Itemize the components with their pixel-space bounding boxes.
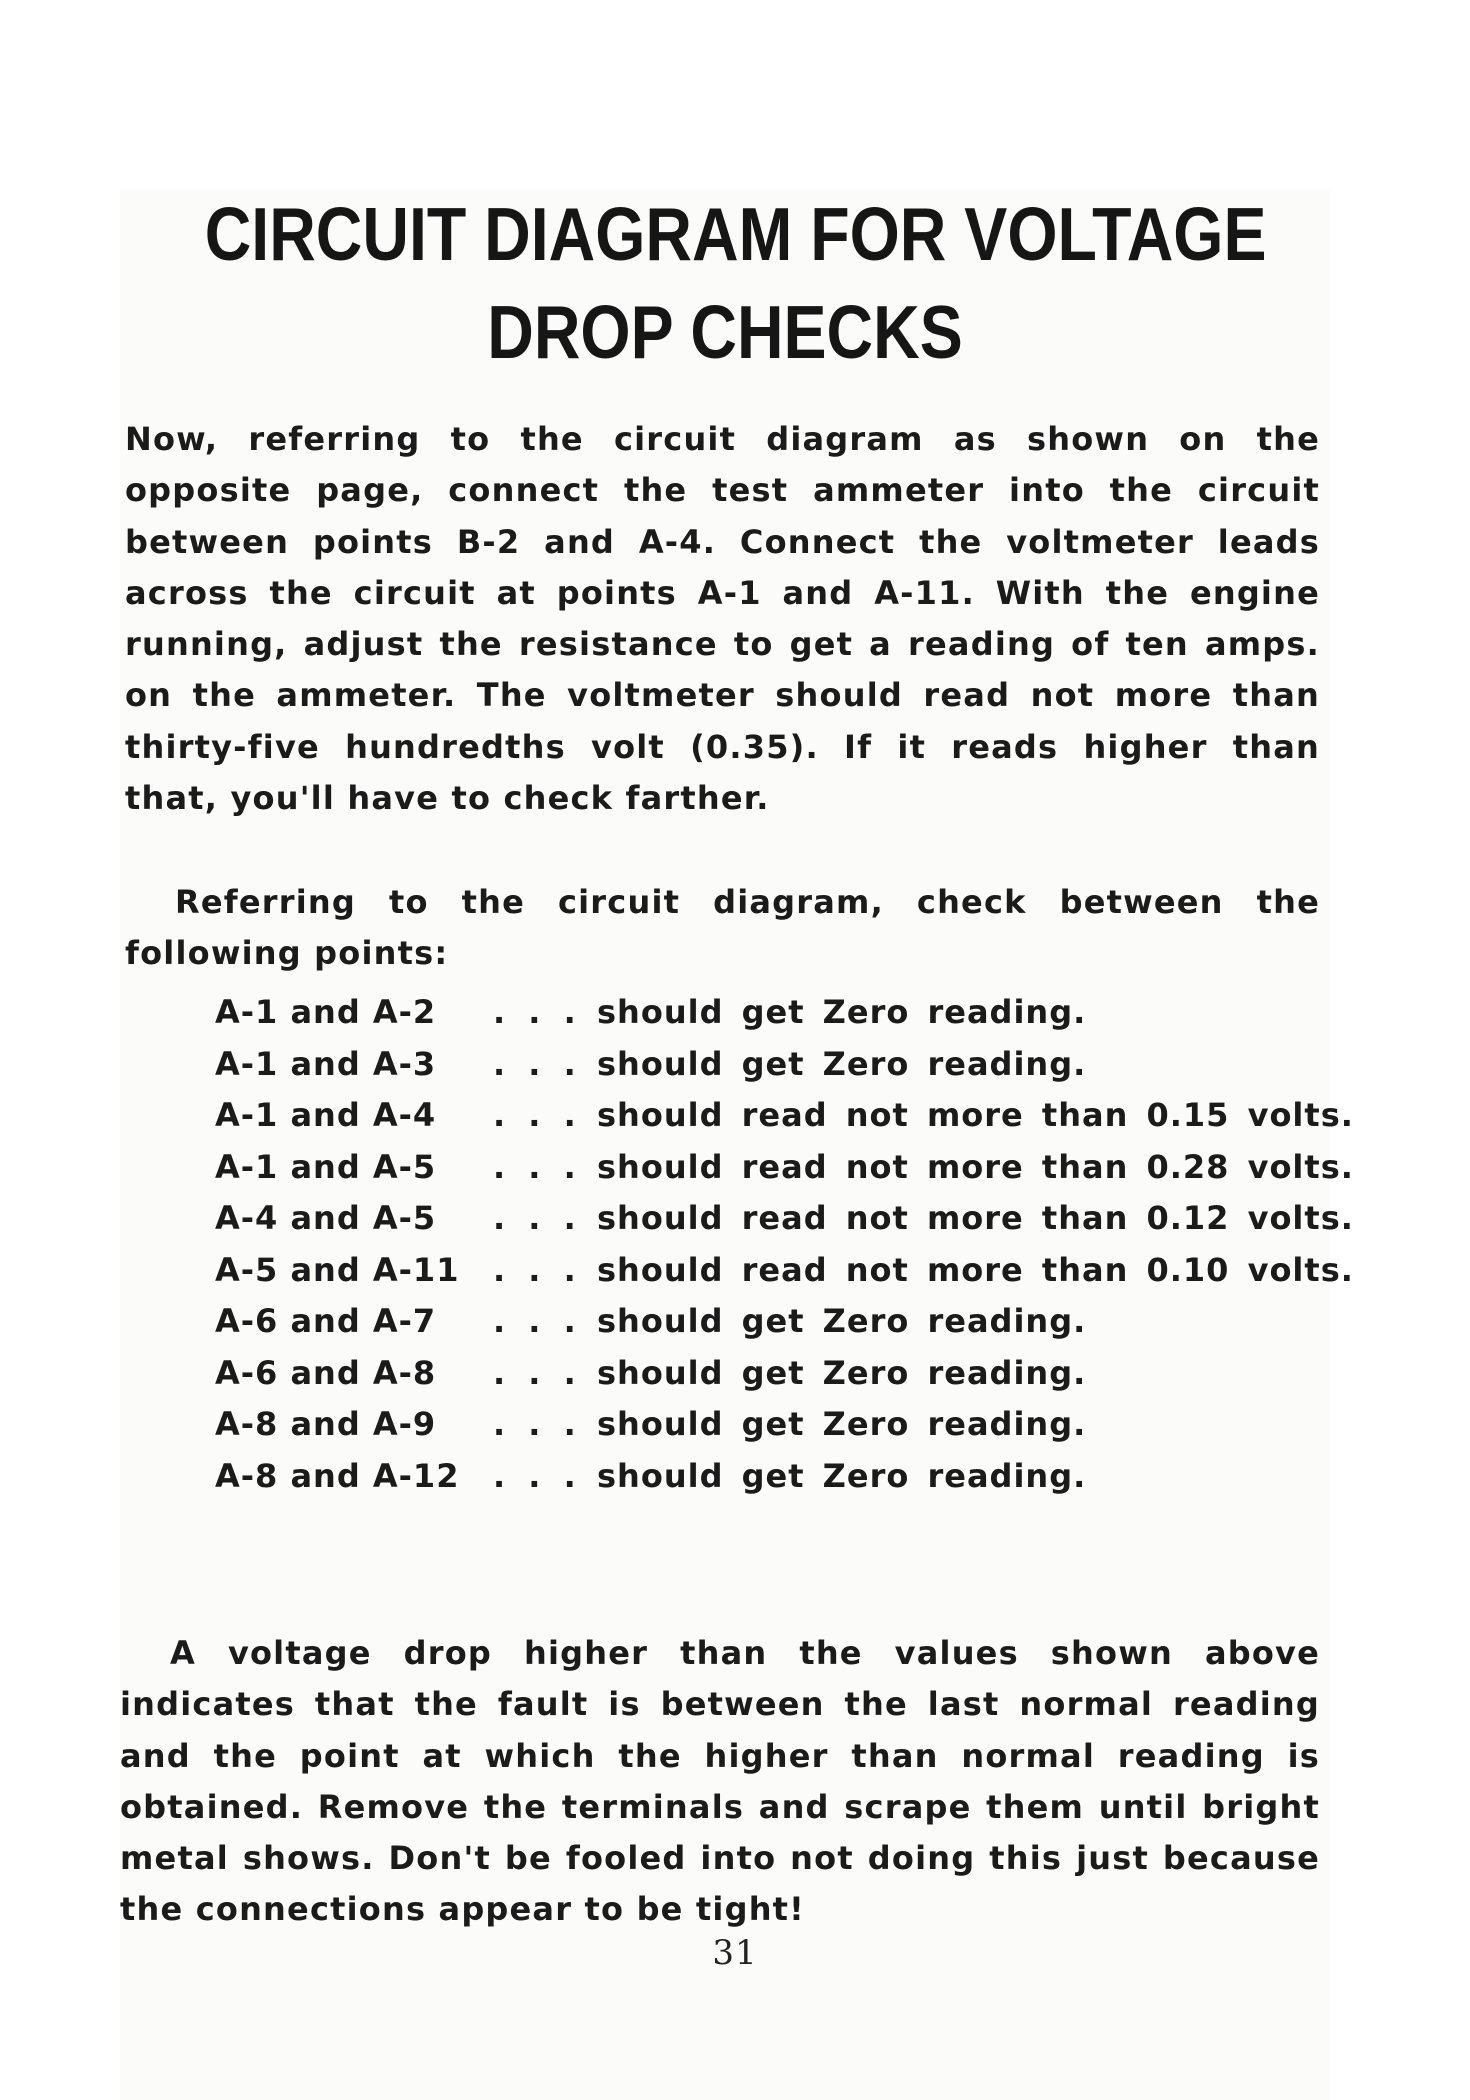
reading-result: should read not more than 0.10 volts. — [597, 1250, 1354, 1289]
reading-result: should read not more than 0.12 volts. — [597, 1199, 1354, 1237]
reading-result: should get Zero reading. — [597, 1405, 1087, 1443]
leader-dots: . . . — [493, 1353, 582, 1392]
reading-points: A-8 and A-12 — [215, 1456, 460, 1495]
reading-result: should read not more than 0.28 volts. — [597, 1147, 1354, 1186]
check-intro-paragraph: Referring to the circuit diagram, check between the following points: — [125, 883, 1320, 973]
reading-points: A-6 and A-7 — [215, 1302, 437, 1340]
leader-dots: . . . — [493, 1456, 582, 1495]
leader-dots: . . . — [493, 1405, 582, 1443]
closing-paragraph: A voltage drop higher than the values shown above indicates that the fault is between the last normal reading and the point at which the higher than normal reading is obtained. Remove the terminals and scrape them until bright metal shows. Don't be fooled into not doing this just because the connections appear to be tight! — [120, 1634, 1320, 1929]
intro-paragraph: Now, referring to the circuit diagram as shown on the opposite page, connect the test ammeter into the circuit between points B-2 and A-4. Connect the voltmeter leads across the circuit at points A-1 and A-11. With the engine running, adjust the resistance to get a reading of ten amps. on the ammeter. The voltmeter should read not more than thirty-five hundredths volt (0.35). If it reads higher than that, you'll have to check farther. — [125, 420, 1320, 818]
leader-dots: . . . — [493, 1096, 582, 1134]
reading-points: A-1 and A-2 — [215, 993, 437, 1031]
title-line-2: DROP CHECKS — [487, 290, 963, 374]
reading-result: should get Zero reading. — [597, 1044, 1087, 1083]
page-number: 31 — [712, 1933, 758, 1973]
reading-points: A-4 and A-5 — [215, 1199, 437, 1237]
reading-result: should get Zero reading. — [597, 1456, 1087, 1495]
page-title — [204, 185, 1267, 381]
title-line-1: CIRCUIT DIAGRAM FOR VOLTAGE — [204, 192, 1267, 276]
leader-dots: . . . — [493, 1250, 582, 1289]
reading-points: A-5 and A-11 — [215, 1250, 460, 1289]
reading-result: should get Zero reading. — [597, 993, 1087, 1031]
reading-result: should read not more than 0.15 volts. — [597, 1096, 1354, 1134]
leader-dots: . . . — [493, 1302, 582, 1340]
reading-points: A-8 and A-9 — [215, 1405, 437, 1443]
leader-dots: . . . — [493, 993, 582, 1031]
reading-result: should get Zero reading. — [597, 1302, 1087, 1340]
reading-points: A-1 and A-3 — [215, 1044, 437, 1083]
leader-dots: . . . — [493, 1147, 582, 1186]
reading-points: A-1 and A-4 — [215, 1096, 437, 1134]
reading-result: should get Zero reading. — [597, 1353, 1087, 1392]
leader-dots: . . . — [493, 1199, 582, 1237]
leader-dots: . . . — [493, 1044, 582, 1083]
reading-points: A-1 and A-5 — [215, 1147, 437, 1186]
reading-points: A-6 and A-8 — [215, 1353, 437, 1392]
